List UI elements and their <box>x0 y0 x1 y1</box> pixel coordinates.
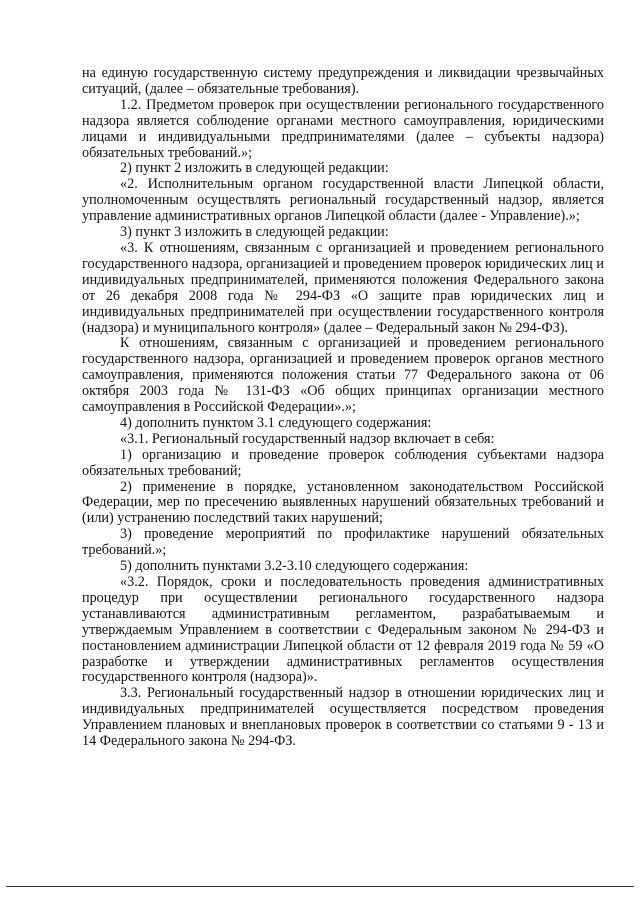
paragraph-continuation: на единую государственную систему предупреждения и ликвидации чрезвычайных ситуаций, (далее – обязательные требования). <box>82 65 604 97</box>
page-bottom-rule <box>6 886 634 887</box>
paragraph-amend-5: 5) дополнить пунктами 3.2-3.10 следующего содержания: <box>120 558 469 575</box>
paragraph-item-3-1-sub-2: 2) применение в порядке, установленном законодательством Российской Федерации, мер по пресечению выявленных нарушений обязательных требований и (или) устранению последствий таких нарушений; <box>82 478 604 527</box>
paragraph-item-3-1-sub-3: 3) проведение мероприятий по профилактике нарушений обязательных требований.»; <box>82 526 604 559</box>
paragraph-item-3-2: «3.2. Порядок, сроки и последовательность проведения административных процедур при осуществлении регионального государственного надзора устанавливаются административным регламентом, разрабатываемым и утверждаемым Управлением в соответствии с Федеральным законом № 294-ФЗ и постановлением администрации Липецкой области от 12 февраля 2019 года № 59 «О разработке и утверждении административных регламентов осуществления государственного контроля (надзора)». <box>82 574 604 686</box>
paragraph-item-3-1-sub-1: 1) организацию и проведение проверок соблюдения субъектами надзора обязательных требований; <box>82 446 604 479</box>
paragraph-item-3: «3. К отношениям, связанным с организацией и проведением регионального государственного надзора, организацией и проведением проверок юридических лиц и индивидуальных предпринимателей, применяются положения Федерального закона от 26 декабря 2008 года № 294-ФЗ «О защите прав юридических лиц и индивидуальных предпринимателей при осуществлении государственного контроля (надзора) и муниципального контроля» (далее – Федеральный закон № 294-ФЗ). <box>82 239 604 336</box>
paragraph-amend-2: 2) пункт 2 изложить в следующей редакции: <box>120 160 389 177</box>
paragraph-amend-4: 4) дополнить пунктом 3.1 следующего содержания: <box>120 414 432 431</box>
document-body <box>82 66 604 750</box>
paragraph-item-2: «2. Исполнительным органом государственной власти Липецкой области, уполномоченным осуществлять региональный государственный надзор, является управление административных органов Липецкой области (далее - Управление).»; <box>82 176 604 225</box>
paragraph-item-3-second: К отношениям, связанным с организацией и проведением регионального государственного надзора, организацией и проведением проверок органов местного самоуправления, применяются положения статьи 77 Федерального закона от 06 октября 2003 года № 131-ФЗ «Об общих принципах организации местного самоуправления в Российской Федерации».»; <box>82 335 604 416</box>
paragraph-item-3-3: 3.3. Региональный государственный надзор в отношении юридических лиц и индивидуальных предпринимателей осуществляется посредством проведения Управлением плановых и внеплановых проверок в соответствии со статьями 9 - 13 и 14 Федерального закона № 294-ФЗ. <box>82 685 604 750</box>
paragraph-1-2: 1.2. Предметом проверок при осуществлении регионального государственного надзора является соблюдение органами местного самоуправления, юридическими лицами и индивидуальными предпринимателями (далее – субъекты надзора) обязательных требований.»; <box>82 96 604 161</box>
paragraph-amend-3: 3) пункт 3 изложить в следующей редакции: <box>120 224 389 241</box>
paragraph-item-3-1: «3.1. Региональный государственный надзор включает в себя: <box>120 430 495 447</box>
